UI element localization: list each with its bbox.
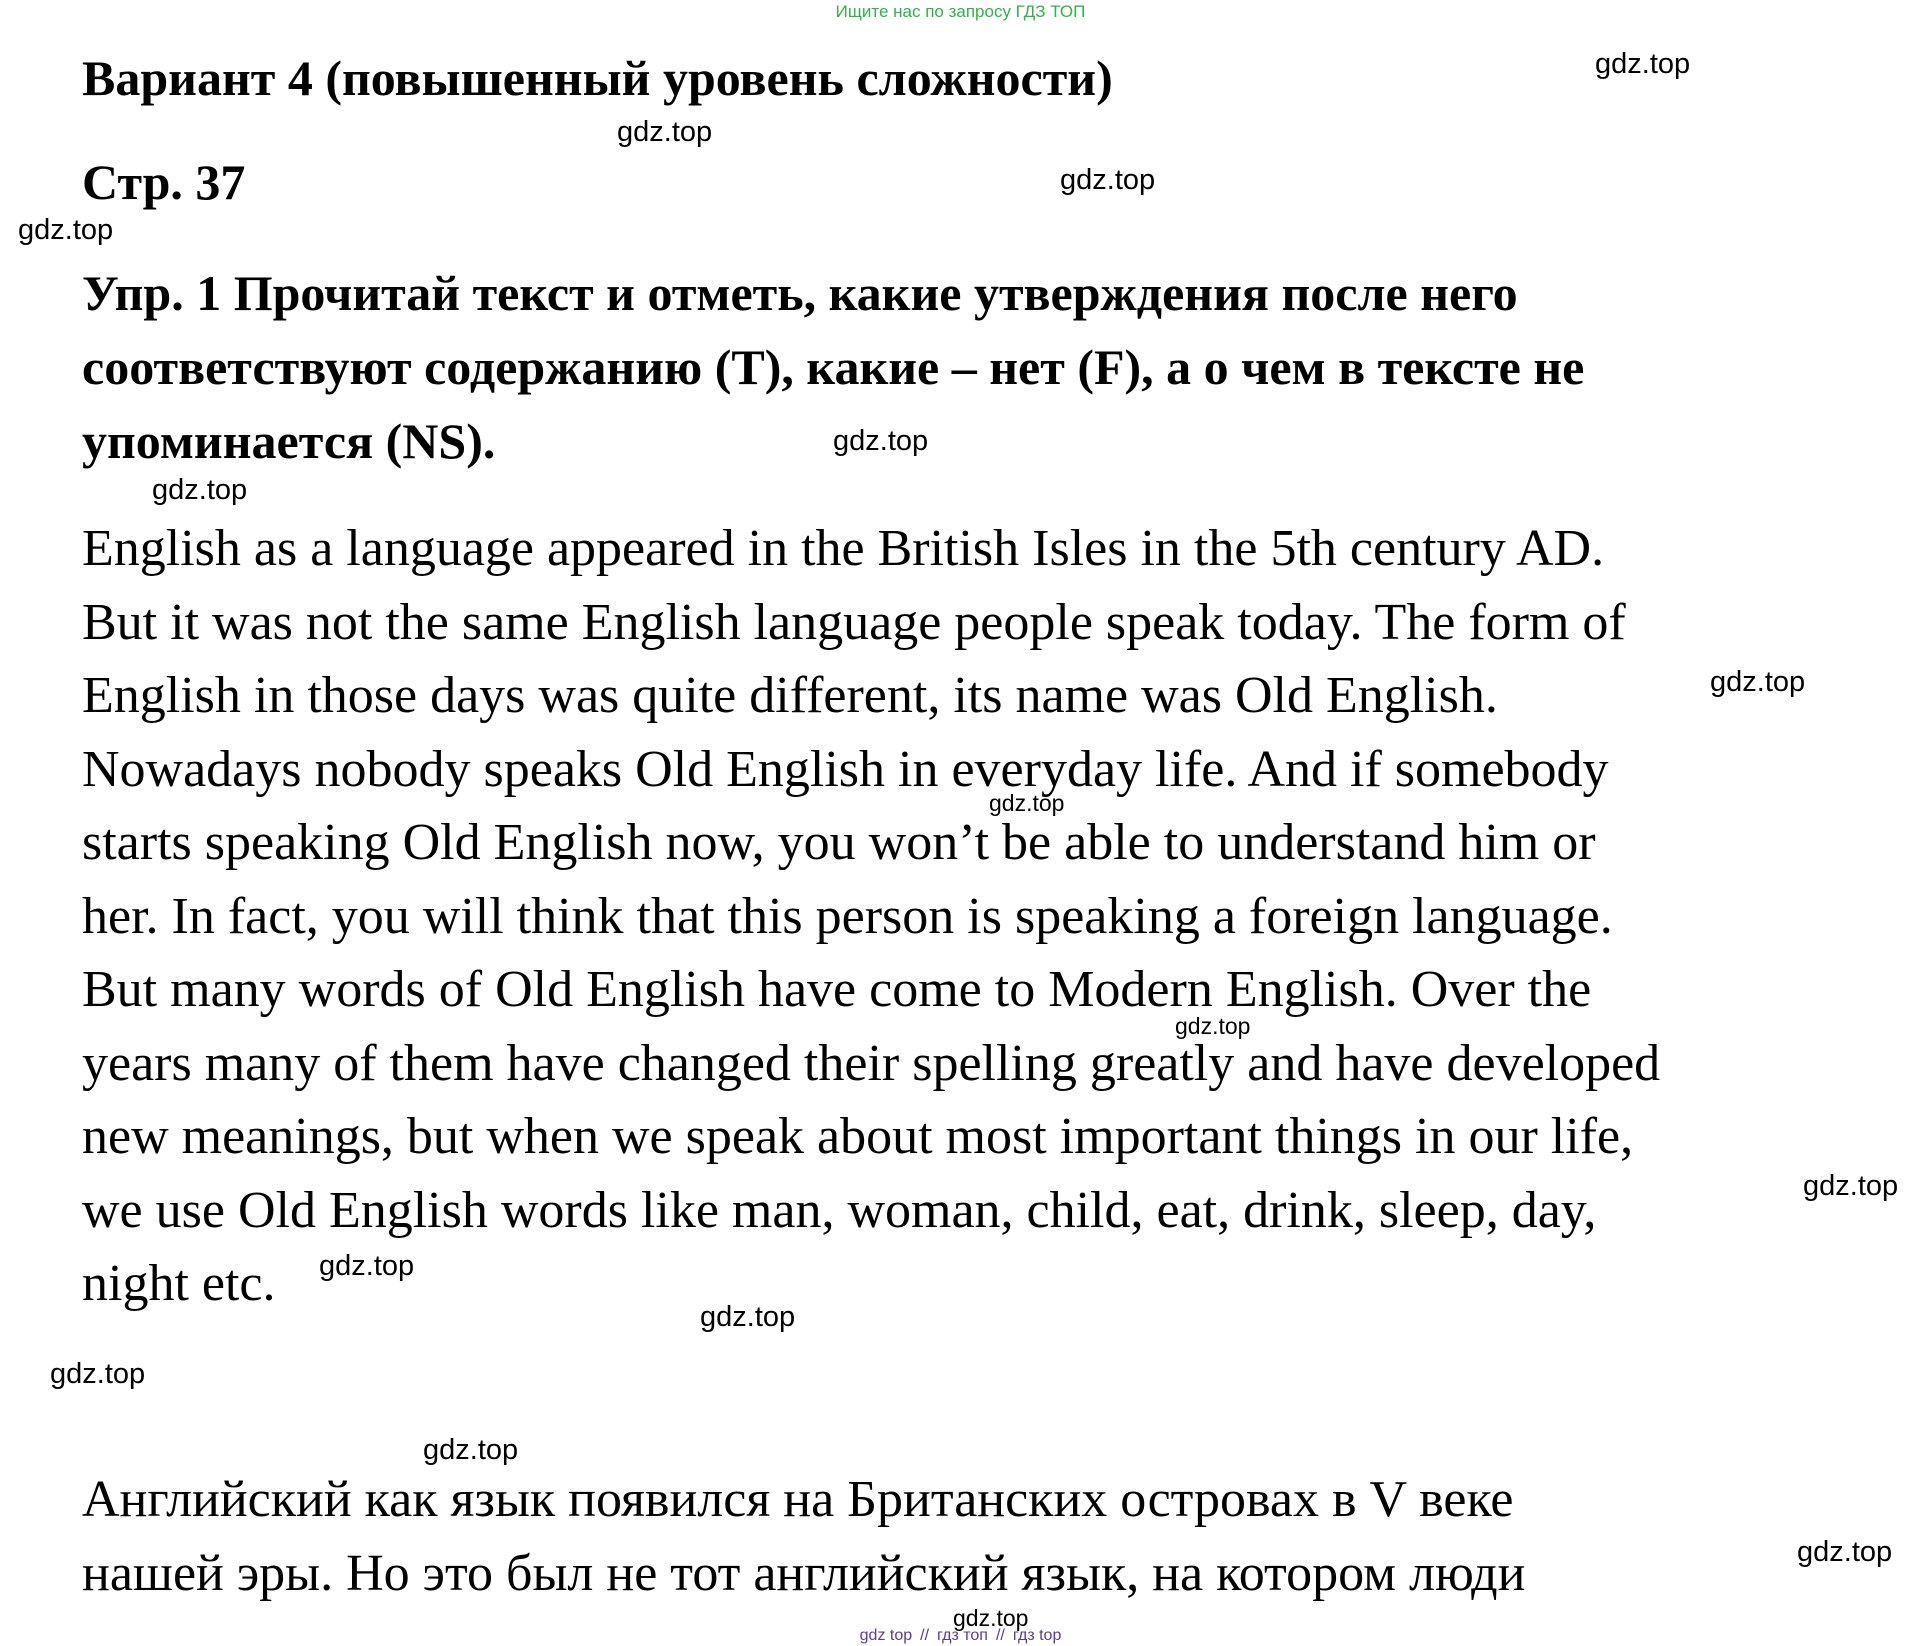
footer-link[interactable]: гдз top <box>1012 1627 1062 1644</box>
watermark: gdz.top <box>953 1605 1029 1631</box>
watermark: gdz.top <box>989 790 1065 816</box>
watermark: gdz.top <box>1803 1170 1899 1202</box>
watermark: gdz.top <box>18 214 114 246</box>
english-line: starts speaking Old English now, you won’t be able to understand him or <box>82 814 1596 871</box>
watermark: gdz.top <box>152 474 248 506</box>
watermark: gdz.top <box>50 1358 146 1390</box>
english-line: English in those days was quite different, its name was Old English. <box>82 667 1498 724</box>
watermark: gdz.top <box>1797 1536 1893 1568</box>
watermark: gdz.top <box>423 1434 519 1466</box>
english-line: night etc. <box>82 1255 276 1312</box>
watermark: gdz.top <box>617 116 713 148</box>
watermark: gdz.top <box>833 425 929 457</box>
watermark: gdz.top <box>1710 666 1806 698</box>
english-line: English as a language appeared in the British Isles in the 5th century AD. <box>82 520 1605 577</box>
watermark: gdz.top <box>1060 164 1156 196</box>
watermark: gdz.top <box>700 1301 796 1333</box>
english-line: we use Old English words like man, woman, child, eat, drink, sleep, day, <box>82 1181 1597 1239</box>
footer-separator: // <box>995 1627 1005 1644</box>
russian-line: Английский как язык появился на Британских островах в V веке <box>82 1471 1514 1528</box>
page-label: Стр. 37 <box>82 154 246 210</box>
exercise-line: соответствуют содержанию (T), какие – нет (F), а о чем в тексте не <box>82 339 1585 395</box>
english-line: new meanings, but when we speak about most important things in our life, <box>82 1108 1634 1165</box>
russian-line: нашей эры. Но это был не тот английский язык, на котором люди <box>82 1544 1526 1602</box>
exercise-line: упоминается (NS). <box>82 413 496 469</box>
english-line: years many of them have changed their spelling greatly and have developed <box>82 1034 1661 1092</box>
watermark: gdz.top <box>1595 48 1691 80</box>
english-line: But many words of Old English have come to Modern English. Over the <box>82 961 1592 1018</box>
exercise-instructions <box>82 256 1882 478</box>
exercise-line: Упр. 1 Прочитай текст и отметь, какие утверждения после него <box>82 265 1518 321</box>
footer-link[interactable]: гдз топ <box>937 1627 988 1644</box>
english-line: Nowadays nobody speaks Old English in everyday life. And if somebody <box>82 740 1609 798</box>
top-banner[interactable]: Ищите нас по запросу ГДЗ ТОП <box>835 2 1086 21</box>
watermark: gdz.top <box>319 1250 415 1282</box>
variant-title: Вариант 4 (повышенный уровень сложности) <box>82 50 1113 106</box>
english-text <box>82 512 1902 1321</box>
russian-text <box>82 1463 1902 1610</box>
watermark: gdz.top <box>1175 1013 1251 1039</box>
footer-link[interactable]: gdz top <box>859 1627 913 1644</box>
footer-separator: // <box>920 1627 930 1644</box>
footer-links <box>0 1627 1921 1645</box>
english-line: her. In fact, you will think that this person is speaking a foreign language. <box>82 887 1613 945</box>
english-line: But it was not the same English language people speak today. The form of <box>82 593 1626 651</box>
